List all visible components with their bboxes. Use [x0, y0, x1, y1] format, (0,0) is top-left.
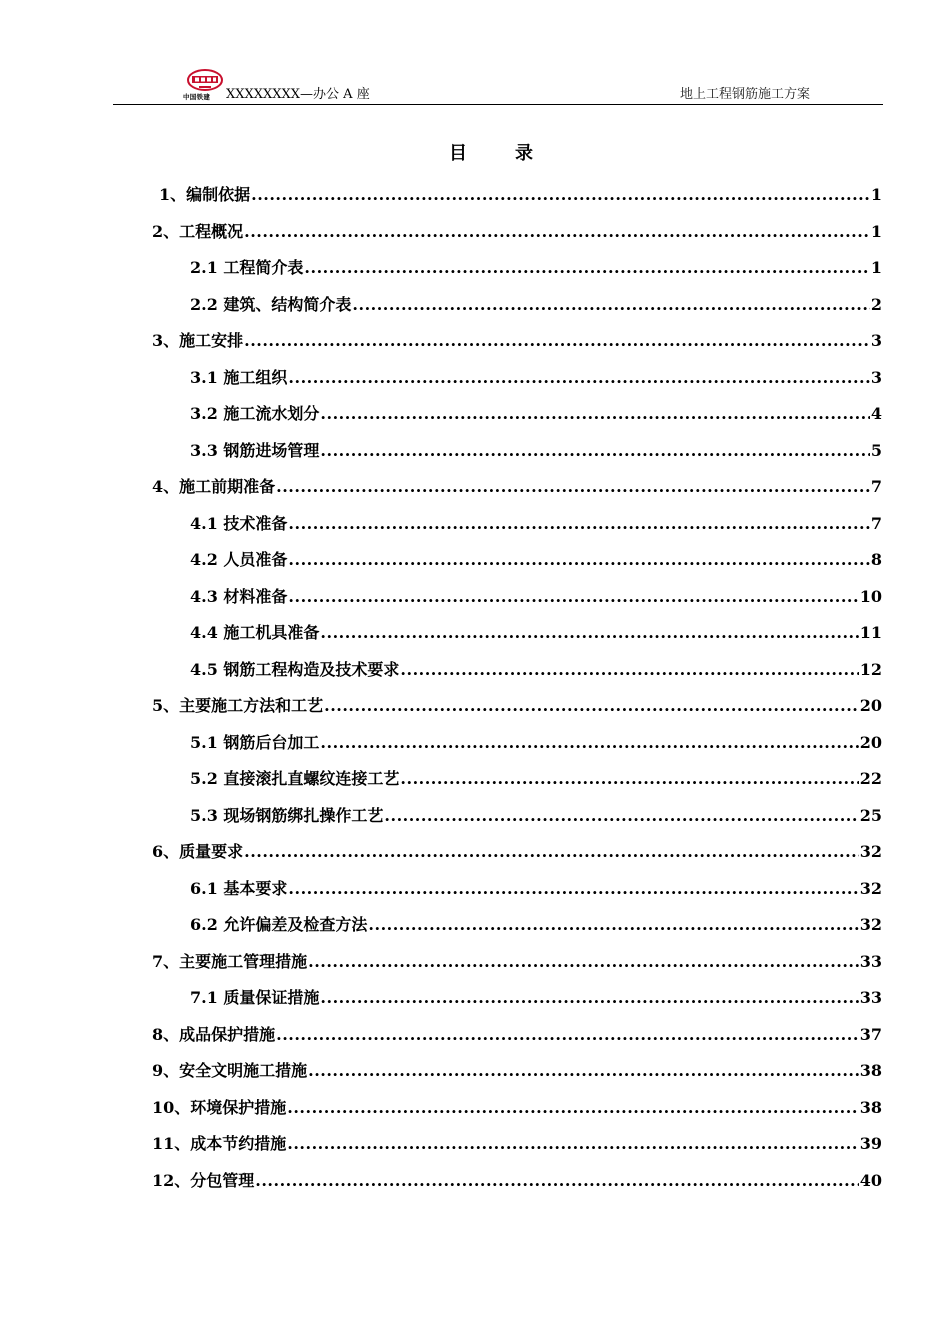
toc-leader-dots — [244, 841, 859, 863]
toc-entry-page: 5 — [870, 440, 882, 460]
toc-entry-title: 2.1 工程简介表 — [190, 258, 304, 277]
toc-entry[interactable] — [152, 947, 882, 973]
toc-leader-dots — [288, 586, 858, 608]
toc-entry[interactable] — [190, 436, 882, 462]
toc-entry-page: 20 — [859, 696, 882, 715]
toc-entry-page: 38 — [859, 1061, 882, 1080]
toc-leader-dots — [320, 440, 869, 462]
toc-entry[interactable] — [190, 509, 882, 535]
toc-entry-page: 22 — [859, 769, 882, 788]
toc-leader-dots — [308, 1060, 859, 1082]
toc-leader-dots — [324, 695, 859, 717]
toc-entry-title: 6.2 允许偏差及检查方法 — [190, 915, 368, 934]
toc-entry[interactable] — [152, 1056, 882, 1082]
toc-leader-dots — [352, 294, 869, 316]
toc-leader-dots — [320, 732, 858, 754]
toc-entry[interactable] — [190, 655, 882, 681]
toc-leader-dots — [320, 622, 858, 644]
toc-entry-title: 6.1 基本要求 — [190, 878, 288, 898]
toc-entry-title: 5.3 现场钢筋绑扎操作工艺 — [190, 805, 384, 825]
toc-entry[interactable] — [152, 217, 882, 243]
toc-leader-dots — [255, 1170, 858, 1192]
toc-entry-page: 32 — [859, 915, 882, 934]
toc-entry[interactable] — [190, 801, 882, 827]
toc-entry[interactable] — [190, 983, 882, 1009]
toc-entry-title: 4.4 施工机具准备 — [190, 623, 320, 642]
toc-entry[interactable] — [152, 472, 882, 498]
toc-leader-dots — [244, 330, 870, 352]
toc-entry-page: 7 — [870, 513, 882, 533]
toc-entry-page: 12 — [859, 659, 882, 679]
toc-entry-page: 33 — [859, 951, 882, 971]
toc-entry-page: 8 — [870, 550, 882, 569]
toc-entry-title: 2.2 建筑、结构简介表 — [190, 294, 352, 314]
toc-entry-page: 32 — [859, 878, 882, 898]
page-header — [113, 66, 883, 105]
toc-entry-title: 4、施工前期准备 — [152, 477, 276, 496]
toc-entry-page: 3 — [870, 331, 882, 350]
toc-entry-page: 1 — [870, 221, 882, 241]
toc-entry-title: 4.5 钢筋工程构造及技术要求 — [190, 659, 400, 679]
toc-leader-dots — [400, 768, 858, 790]
toc-leader-dots — [244, 221, 870, 243]
toc-entry-page: 20 — [859, 732, 882, 752]
toc-entry-page: 38 — [859, 1097, 882, 1117]
toc-entry[interactable] — [152, 326, 882, 352]
toc-leader-dots — [320, 987, 858, 1009]
toc-entry[interactable] — [159, 180, 882, 206]
toc-entry-page: 32 — [859, 842, 882, 861]
toc-entry[interactable] — [152, 1093, 882, 1119]
toc-leader-dots — [287, 1097, 858, 1119]
toc-entry[interactable] — [190, 728, 882, 754]
toc-entry[interactable] — [190, 253, 882, 279]
toc-entry[interactable] — [190, 545, 882, 571]
toc-entry-title: 10、环境保护措施 — [152, 1097, 287, 1117]
toc-entry[interactable] — [152, 837, 882, 863]
toc-entry-title: 4.2 人员准备 — [190, 550, 288, 569]
toc-entry-title: 4.3 材料准备 — [190, 586, 288, 606]
toc-leader-dots — [288, 367, 869, 389]
toc-entry[interactable] — [190, 290, 882, 316]
toc-entry-page: 10 — [859, 586, 882, 606]
toc-entry[interactable] — [190, 363, 882, 389]
toc-leader-dots — [320, 403, 869, 425]
toc-entry-page: 37 — [859, 1024, 882, 1044]
toc-entry[interactable] — [190, 618, 882, 644]
toc-entry[interactable] — [152, 1129, 882, 1155]
toc-entry[interactable] — [152, 1166, 882, 1192]
toc-entry-title: 3、施工安排 — [152, 331, 244, 350]
toc-entry-page: 2 — [870, 294, 882, 314]
toc-leader-dots — [287, 1133, 858, 1155]
toc-entry-title: 7.1 质量保证措施 — [190, 988, 320, 1007]
toc-entry-title: 4.1 技术准备 — [190, 513, 288, 533]
toc-entry-title: 11、成本节约措施 — [152, 1134, 287, 1153]
toc-entry-page: 7 — [870, 477, 882, 496]
toc-entry-title: 6、质量要求 — [152, 842, 244, 861]
toc-entry[interactable] — [190, 764, 882, 790]
toc-entry-title: 3.3 钢筋进场管理 — [190, 440, 320, 460]
toc-entry-page: 33 — [859, 988, 882, 1007]
toc-entry-title: 7、主要施工管理措施 — [152, 951, 308, 971]
toc-entry-title: 5.2 直接滚扎直螺纹连接工艺 — [190, 769, 400, 788]
toc-leader-dots — [288, 513, 869, 535]
toc-entry[interactable] — [190, 910, 882, 936]
toc-entry[interactable] — [152, 691, 882, 717]
toc-leader-dots — [251, 184, 870, 206]
toc-entry-page: 4 — [870, 404, 882, 423]
company-logo — [183, 68, 225, 102]
logo-text: 中国铁建 — [183, 93, 211, 101]
toc-leader-dots — [368, 914, 858, 936]
toc-entry-title: 12、分包管理 — [152, 1170, 255, 1190]
crcc-logo-icon — [186, 68, 224, 92]
toc-entry-title: 5、主要施工方法和工艺 — [152, 696, 324, 715]
toc-entry[interactable] — [190, 582, 882, 608]
toc-leader-dots — [288, 549, 869, 571]
toc-leader-dots — [276, 476, 870, 498]
toc-entry-title: 1、编制依据 — [159, 185, 251, 204]
toc-leader-dots — [400, 659, 858, 681]
toc-entry-page: 3 — [870, 367, 882, 387]
toc-title: 目录 — [449, 143, 581, 164]
toc-entry-title: 2、工程概况 — [152, 221, 244, 241]
toc-leader-dots — [276, 1024, 859, 1046]
toc-entry-title: 5.1 钢筋后台加工 — [190, 732, 320, 752]
toc-entry-title: 9、安全文明施工措施 — [152, 1061, 308, 1080]
toc-entry-page: 25 — [859, 805, 882, 825]
toc-entry-page: 1 — [870, 185, 882, 204]
toc-entry-title: 3.1 施工组织 — [190, 367, 288, 387]
toc-entry-page: 1 — [870, 258, 882, 277]
toc-leader-dots — [308, 951, 859, 973]
toc-leader-dots — [288, 878, 858, 900]
toc-entry-title: 8、成品保护措施 — [152, 1024, 276, 1044]
toc-entry[interactable] — [190, 874, 882, 900]
header-document-title: 地上工程钢筋施工方案 — [679, 87, 810, 102]
toc-entry[interactable] — [152, 1020, 882, 1046]
toc-entry-page: 11 — [859, 623, 882, 642]
header-project-name: XXXXXXXX—办公 A 座 — [226, 87, 370, 102]
toc-leader-dots — [384, 805, 858, 827]
toc-entry-page: 40 — [859, 1170, 882, 1190]
toc-entry-page: 39 — [859, 1134, 882, 1153]
toc-leader-dots — [304, 257, 869, 279]
toc-entry-title: 3.2 施工流水划分 — [190, 404, 320, 423]
toc-entry[interactable] — [190, 399, 882, 425]
